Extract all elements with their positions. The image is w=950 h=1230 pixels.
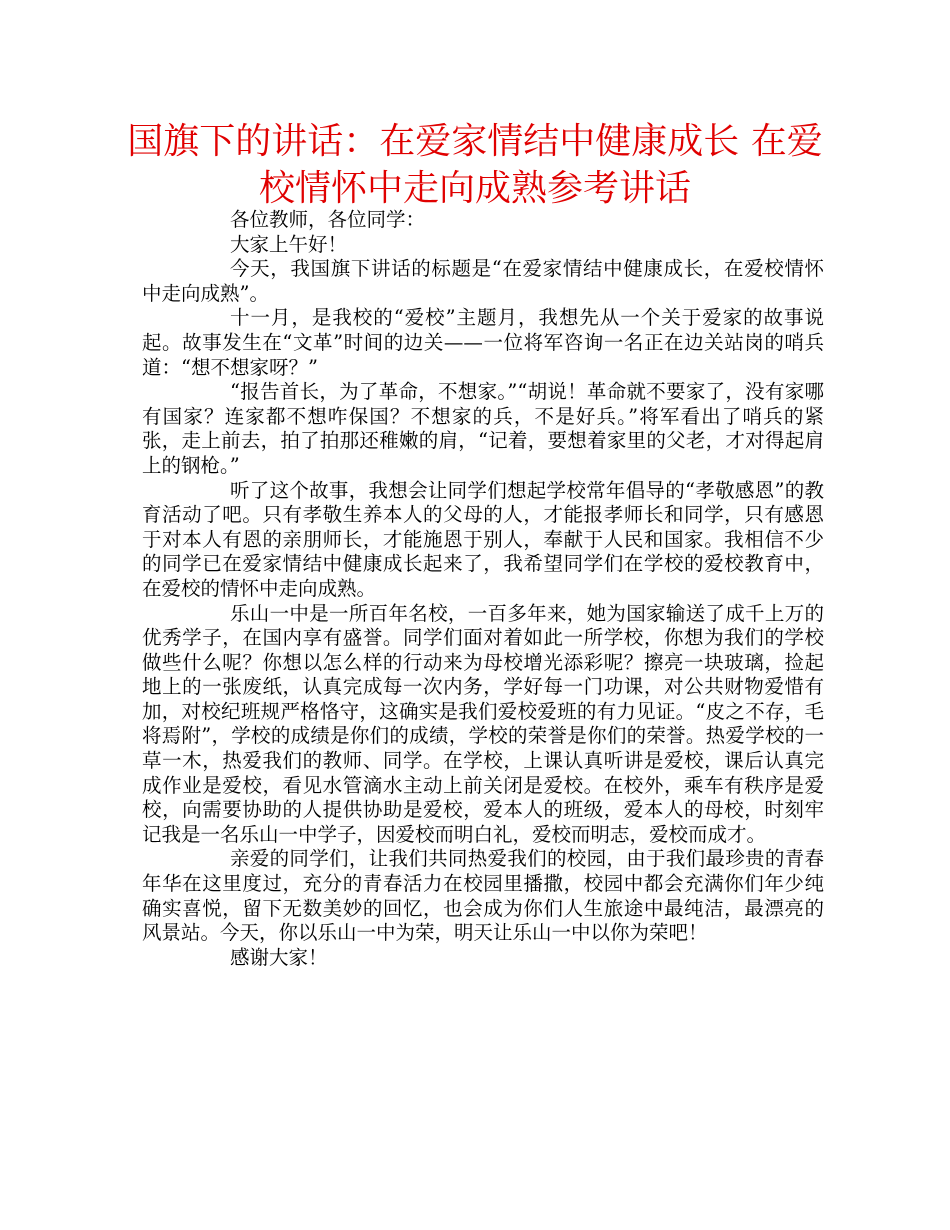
paragraph-story-intro: 十一月，是我校的“爱校”主题月，我想先从一个关于爱家的故事说起。故事发生在“文革”时间的边关——一位将军咨询一名正在边关站岗的哨兵道：“想不想家呀？” bbox=[142, 306, 824, 379]
paragraph-gratitude: 听了这个故事，我想会让同学们想起学校常年倡导的“孝敬感恩”的教育活动了吧。只有孝敬生养本人的父母的人，才能报孝师长和同学，只有感恩于对本人有恩的亲朋师长，才能施恩于别人，奉献于人民和国家。我相信不少的同学已在爱家情结中健康成长起来了，我希望同学们在学校的爱校教育中，在爱校的情怀中走向成熟。 bbox=[142, 478, 824, 600]
document-body bbox=[142, 208, 824, 970]
thanks: 感谢大家！ bbox=[230, 945, 328, 969]
salutation: 各位教师，各位同学： bbox=[230, 208, 426, 231]
paragraph-closing: 亲爱的同学们，让我们共同热爱我们的校园，由于我们最珍贵的青春年华在这里度过，充分的青春活力在校园里播撒，校园中都会充满你们年少纯确实喜悦，留下无数美妙的回忆，也会成为你们人生旅途中最纯洁，最漂亮的风景站。今天，你以乐山一中为荣，明天让乐山一中以你为荣吧！ bbox=[142, 847, 824, 945]
paragraph-topic: 今天，我国旗下讲话的标题是“在爱家情结中健康成长，在爱校情怀中走向成熟”。 bbox=[142, 257, 824, 305]
paragraph-school: 乐山一中是一所百年名校，一百多年来，她为国家输送了成千上万的优秀学子，在国内享有盛誉。同学们面对着如此一所学校，你想为我们的学校做些什么呢？你想以怎么样的行动来为母校增光添彩呢？擦亮一块玻璃，捡起地上的一张废纸，认真完成每一次内务，学好每一门功课，对公共财物爱惜有加，对校纪班规严格恪守，这确实是我们爱校爱班的有力见证。“皮之不存，毛将焉附”，学校的成绩是你们的成绩，学校的荣誉是你们的荣誉。热爱学校的一草一木，热爱我们的教师、同学。在学校，上课认真听讲是爱校，课后认真完成作业是爱校，看见水管滴水主动上前关闭是爱校。在校外，乘车有秩序是爱校，向需要协助的人提供协助是爱校，爱本人的班级，爱本人的母校，时刻牢记我是一名乐山一中学子，因爱校而明白礼，爱校而明志，爱校而成才。 bbox=[142, 601, 824, 846]
document-title: 国旗下的讲话：在爱家情结中健康成长 在爱校情怀中走向成熟参考讲话 bbox=[127, 121, 823, 209]
paragraph-story-dialogue: “报告首长，为了革命，不想家。”“胡说！革命就不要家了，没有家哪有国家？连家都不想咋保国？不想家的兵，不是好兵。”将军看出了哨兵的紧张，走上前去，拍了拍那还稚嫩的肩，“记着，要想着家里的父老，才对得起肩上的钢枪。” bbox=[142, 380, 824, 477]
greeting: 大家上午好！ bbox=[230, 232, 348, 256]
